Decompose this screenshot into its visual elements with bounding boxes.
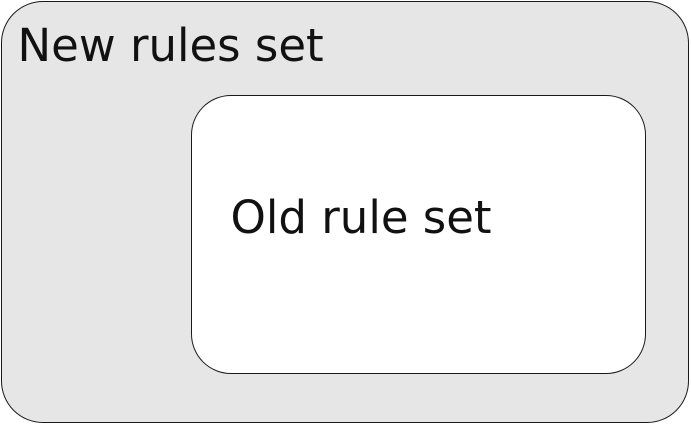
new-rules-set-region	[1, 1, 689, 423]
old-rule-set-region	[191, 95, 646, 374]
old-rule-set-label: Old rule set	[230, 190, 492, 244]
new-rules-set-label: New rules set	[17, 18, 324, 72]
